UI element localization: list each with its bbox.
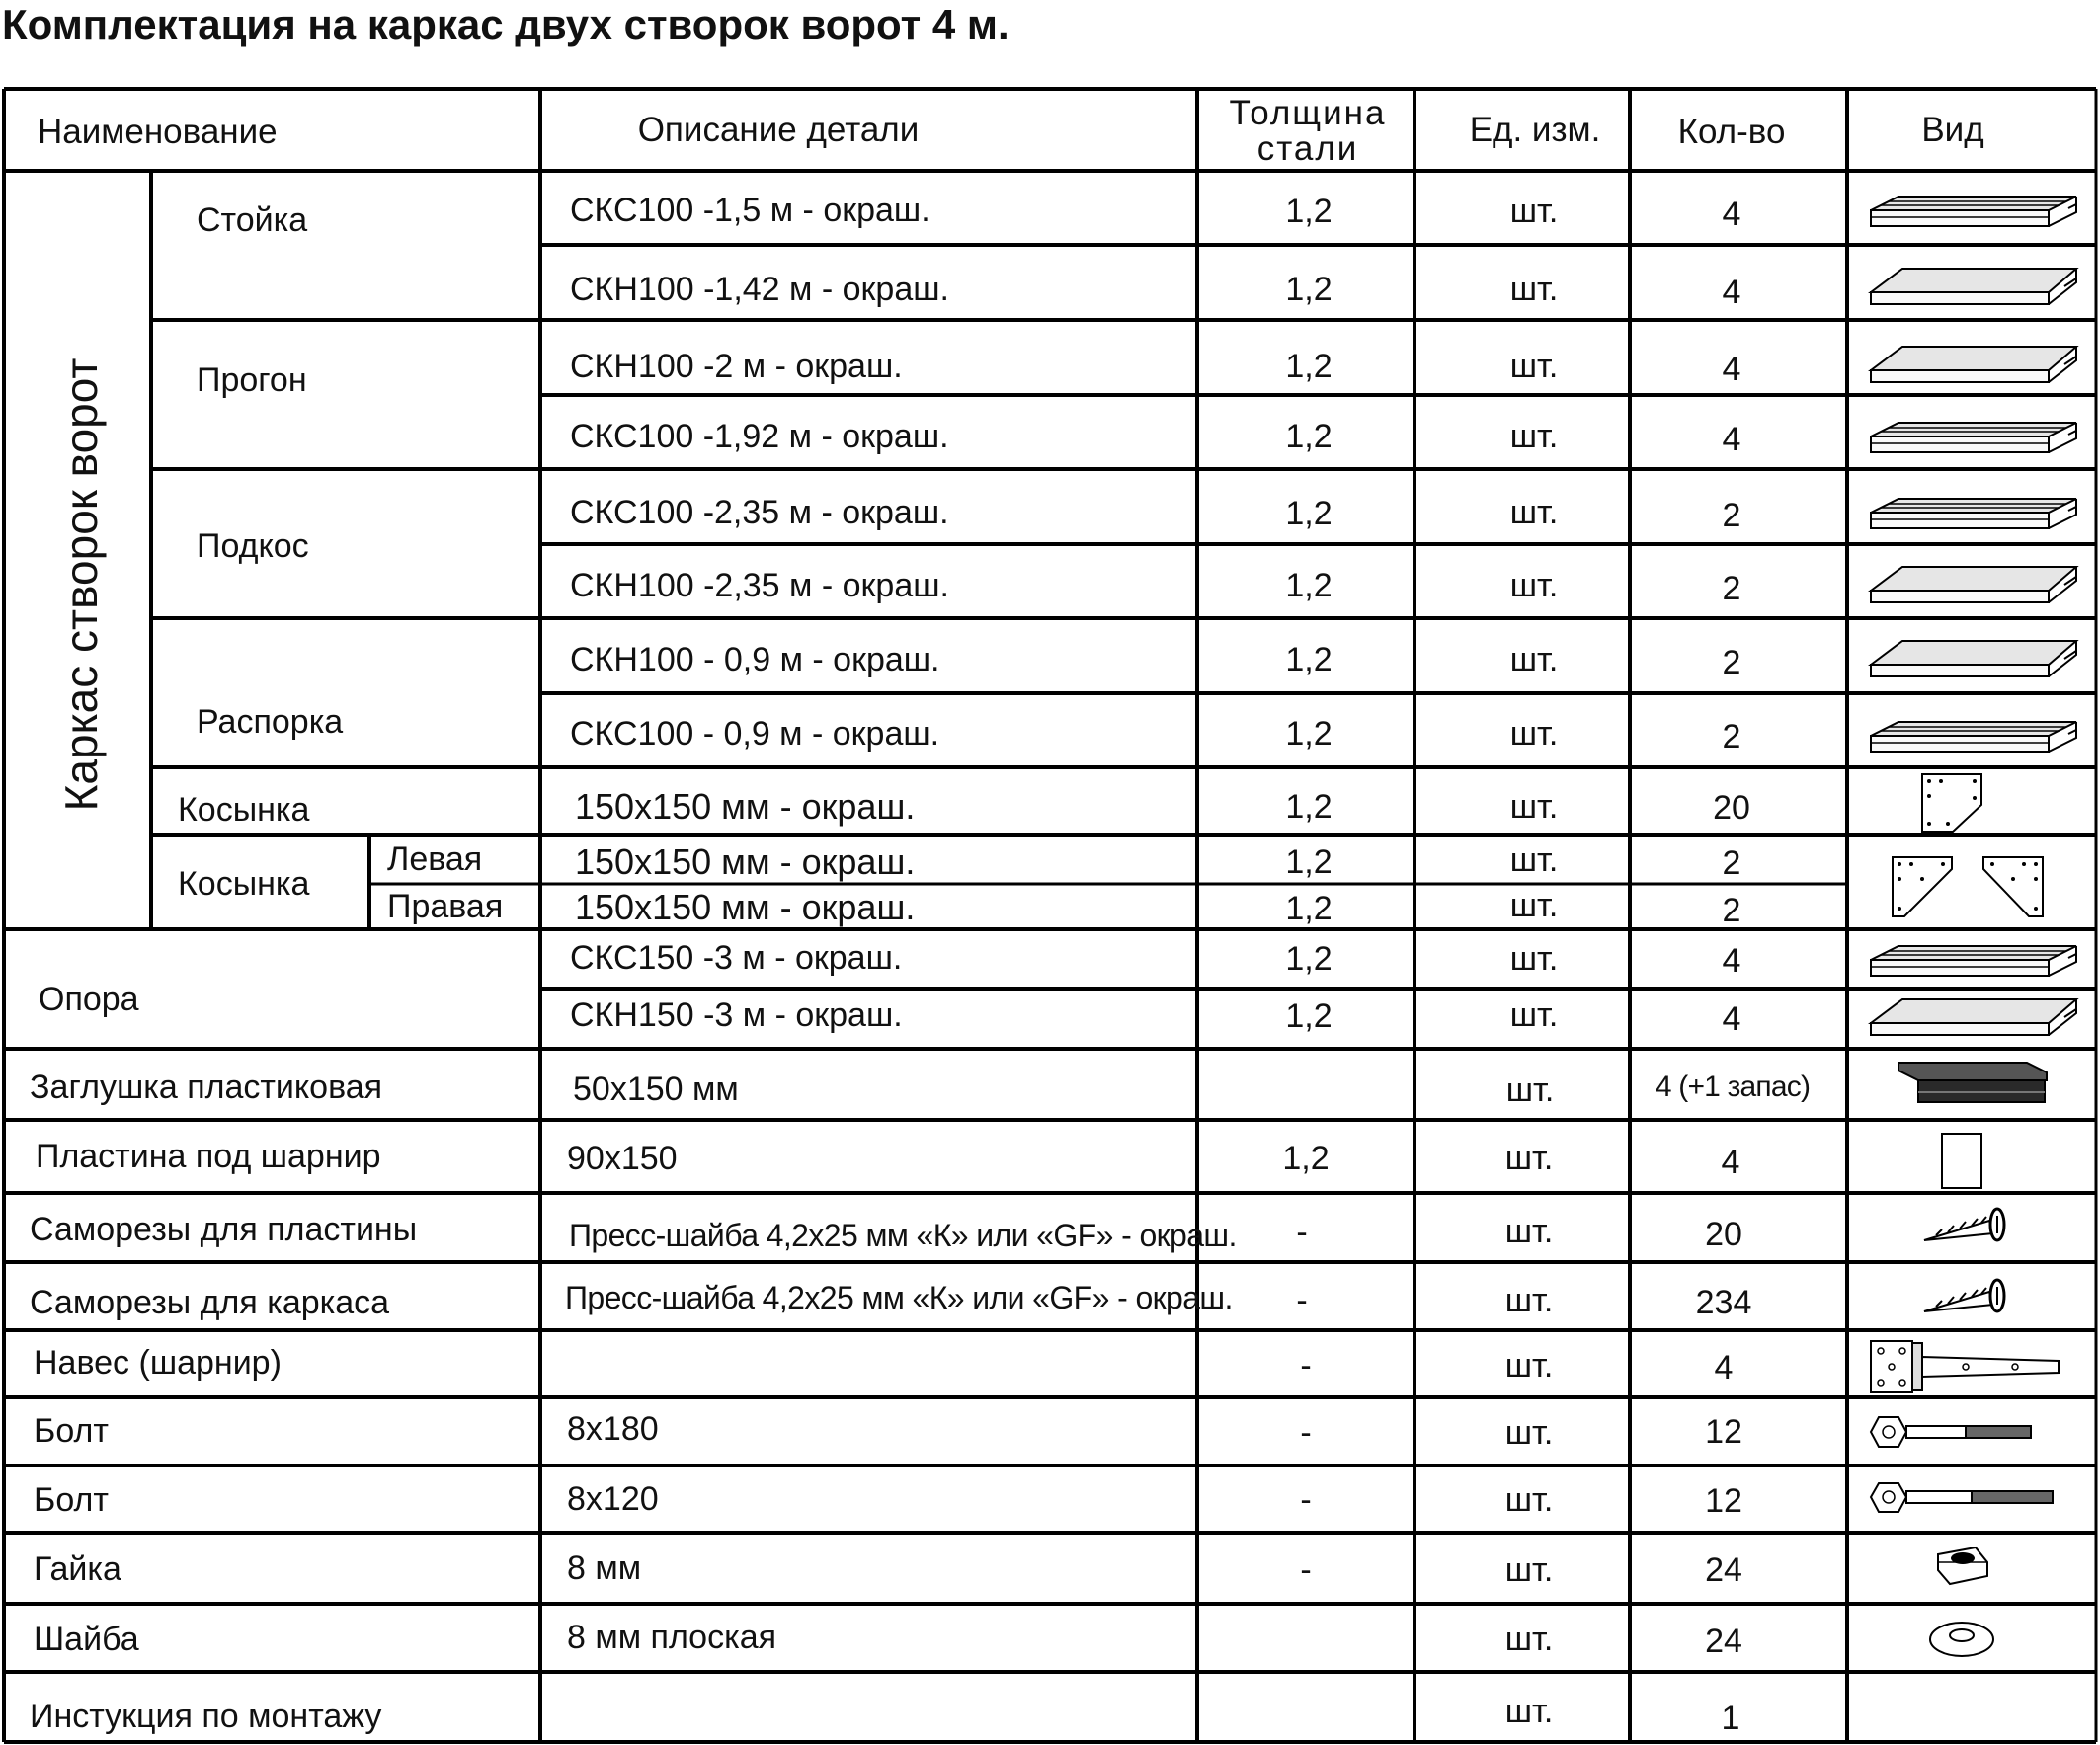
row-unit: шт.	[1504, 1282, 1554, 1319]
row-description: 8х180	[567, 1410, 659, 1448]
header-thickness-line1: Толщина	[1229, 94, 1387, 132]
row-unit: шт.	[1509, 641, 1559, 678]
row-name: Навес (шарнир)	[34, 1344, 282, 1382]
ckn-profile-icon	[1871, 347, 2076, 382]
row-description: 150х150 мм - окраш.	[575, 841, 916, 882]
row-description: 150х150 мм - окраш.	[575, 887, 916, 927]
row-name: Шайба	[34, 1621, 139, 1658]
row-qty: 20	[1713, 789, 1750, 827]
row-name: Саморезы для каркаса	[30, 1284, 390, 1321]
row-qty: 20	[1705, 1216, 1742, 1253]
row-description: 90х150	[567, 1140, 678, 1177]
row-unit: шт.	[1504, 1621, 1554, 1658]
ckn-profile-icon	[1871, 999, 2076, 1035]
self-tapping-screw-icon	[1924, 1209, 2004, 1240]
row-name: Саморезы для пластины	[30, 1211, 418, 1248]
group-label: Каркас створок ворот	[55, 357, 107, 812]
row-thickness: 1,2	[1285, 567, 1333, 604]
row-description: СКС100 -1,92 м - окраш.	[570, 418, 949, 455]
row-qty: 4 (+1 запас)	[1655, 1071, 1811, 1103]
row-unit: шт.	[1509, 715, 1559, 753]
row-unit: шт.	[1504, 1481, 1554, 1519]
ckn-profile-icon	[1871, 567, 2076, 602]
row-unit: шт.	[1504, 1551, 1554, 1589]
hinge-icon	[1871, 1341, 2059, 1392]
row-thickness: 1,2	[1285, 271, 1333, 308]
row-qty: 4	[1722, 1000, 1741, 1038]
cks-profile-icon	[1871, 946, 2076, 976]
header-description: Описание детали	[637, 111, 920, 149]
row-description: СКН100 -1,42 м - окраш.	[570, 271, 949, 308]
cks-profile-icon	[1871, 499, 2076, 528]
hex-nut-icon	[1938, 1547, 1987, 1584]
gusset-plate-icon	[1922, 774, 1981, 832]
row-thickness: 1,2	[1282, 1140, 1330, 1177]
row-unit: шт.	[1509, 348, 1559, 385]
row-qty: 4	[1722, 274, 1741, 311]
hinge-plate-icon	[1942, 1134, 1981, 1188]
row-qty: 4	[1722, 196, 1741, 233]
row-description: 8х120	[567, 1480, 659, 1518]
row-qty: 4	[1722, 421, 1741, 458]
row-description: СКН150 -3 м - окраш.	[570, 996, 903, 1034]
row-qty: 2	[1722, 570, 1741, 607]
row-unit: шт.	[1509, 567, 1559, 604]
row-unit: шт.	[1509, 193, 1559, 230]
row-unit: шт.	[1509, 996, 1559, 1034]
row-qty: 4	[1722, 351, 1741, 388]
header-thickness-line2: стали	[1256, 129, 1359, 168]
bolt-long-icon	[1871, 1417, 2031, 1447]
row-thickness: 1,2	[1285, 418, 1333, 455]
row-unit: шт.	[1509, 494, 1559, 531]
row-thickness: 1,2	[1285, 788, 1333, 826]
row-thickness: -	[1300, 1481, 1312, 1519]
row-description: СКС100 - 0,9 м - окраш.	[570, 715, 940, 753]
row-description: СКН100 -2,35 м - окраш.	[570, 567, 949, 604]
row-thickness: -	[1296, 1214, 1308, 1251]
gusset-pair-icon	[1893, 857, 2043, 916]
row-name: Болт	[34, 1481, 109, 1519]
row-qty: 12	[1705, 1482, 1742, 1520]
row-thickness: 1,2	[1285, 641, 1333, 678]
row-qty: 4	[1714, 1349, 1734, 1387]
row-unit: шт.	[1509, 887, 1559, 924]
row-unit: шт.	[1504, 1213, 1554, 1250]
row-thickness: -	[1300, 1551, 1312, 1589]
header-unit: Ед. изм.	[1469, 111, 1601, 149]
subgroup-label: Стойка	[197, 201, 308, 239]
row-description: СКС100 -2,35 м - окраш.	[570, 494, 949, 531]
row-name: Болт	[34, 1412, 109, 1450]
subgroup-label: Прогон	[197, 361, 307, 399]
row-description: СКН100 -2 м - окраш.	[570, 348, 903, 385]
row-qty: 234	[1695, 1284, 1752, 1321]
subgroup-label: Косынка	[178, 791, 310, 829]
row-thickness: 1,2	[1285, 940, 1333, 978]
row-unit: шт.	[1509, 940, 1559, 978]
row-description: 8 мм	[567, 1549, 642, 1587]
row-unit: шт.	[1504, 1414, 1554, 1452]
row-qty: 2	[1722, 718, 1741, 755]
row-unit: шт.	[1509, 271, 1559, 308]
row-thickness: -	[1300, 1347, 1312, 1385]
row-description: Пресс-шайба 4,2х25 мм «К» или «GF» - окраш.	[569, 1218, 1237, 1253]
row-qty: 2	[1722, 892, 1741, 929]
row-thickness: 1,2	[1285, 843, 1333, 881]
row-name: Заглушка пластиковая	[30, 1069, 383, 1106]
row-qty: 24	[1705, 1623, 1742, 1660]
row-unit: шт.	[1504, 1140, 1554, 1177]
row-unit: шт.	[1509, 418, 1559, 455]
row-unit: шт.	[1505, 1071, 1555, 1109]
row-thickness: 1,2	[1285, 890, 1333, 927]
subgroup-label: Распорка	[197, 703, 344, 741]
row-description: СКН100 - 0,9 м - окраш.	[570, 641, 940, 678]
row-unit: шт.	[1504, 1693, 1554, 1730]
row-name: Инстукция по монтажу	[30, 1698, 382, 1735]
subgroup-label: Подкос	[197, 527, 309, 565]
row-qty: 24	[1705, 1551, 1742, 1589]
row-unit: шт.	[1504, 1347, 1554, 1385]
header-view: Вид	[1921, 111, 1984, 149]
side-label-right: Правая	[387, 888, 504, 925]
row-qty: 12	[1705, 1413, 1742, 1451]
row-qty: 4	[1722, 942, 1741, 980]
cks-profile-icon	[1871, 722, 2076, 752]
row-thickness: -	[1296, 1282, 1308, 1319]
plastic-cap-icon	[1898, 1063, 2047, 1102]
row-name: Пластина под шарнир	[36, 1138, 381, 1175]
row-description: Пресс-шайба 4,2х25 мм «К» или «GF» - окраш.	[565, 1280, 1233, 1315]
row-description: 8 мм плоская	[567, 1619, 777, 1656]
bolt-short-icon	[1871, 1483, 2053, 1512]
row-thickness: 1,2	[1285, 495, 1333, 532]
row-thickness: 1,2	[1285, 715, 1333, 753]
row-unit: шт.	[1509, 841, 1559, 879]
row-unit: шт.	[1509, 788, 1559, 826]
page-title: Комплектация на каркас двух створок ворот 4 м.	[2, 1, 1010, 47]
header-name: Наименование	[38, 113, 278, 151]
row-thickness: -	[1300, 1414, 1312, 1452]
row-name: Гайка	[34, 1550, 121, 1588]
row-qty: 2	[1722, 644, 1741, 681]
self-tapping-screw-icon	[1924, 1280, 2004, 1311]
row-thickness: 1,2	[1285, 193, 1333, 230]
row-qty: 2	[1722, 497, 1741, 534]
cks-profile-icon	[1871, 423, 2076, 452]
row-thickness: 1,2	[1285, 997, 1333, 1035]
ckn-profile-icon	[1871, 269, 2076, 304]
row-qty: 4	[1721, 1144, 1740, 1181]
ckn-profile-icon	[1871, 641, 2076, 676]
side-label-left: Левая	[387, 840, 483, 878]
cks-profile-icon	[1871, 197, 2076, 226]
row-thickness: 1,2	[1285, 348, 1333, 385]
header-qty: Кол-во	[1677, 113, 1786, 151]
row-qty: 1	[1721, 1700, 1740, 1737]
row-description: СКС150 -3 м - окраш.	[570, 939, 903, 977]
subgroup-label: Опора	[39, 981, 139, 1018]
row-description: 150х150 мм - окраш.	[575, 786, 916, 827]
row-description: 50х150 мм	[573, 1071, 739, 1108]
row-qty: 2	[1722, 844, 1741, 882]
row-description: СКС100 -1,5 м - окраш.	[570, 192, 930, 229]
subgroup-label: Косынка	[178, 865, 310, 903]
flat-washer-icon	[1930, 1623, 1993, 1656]
